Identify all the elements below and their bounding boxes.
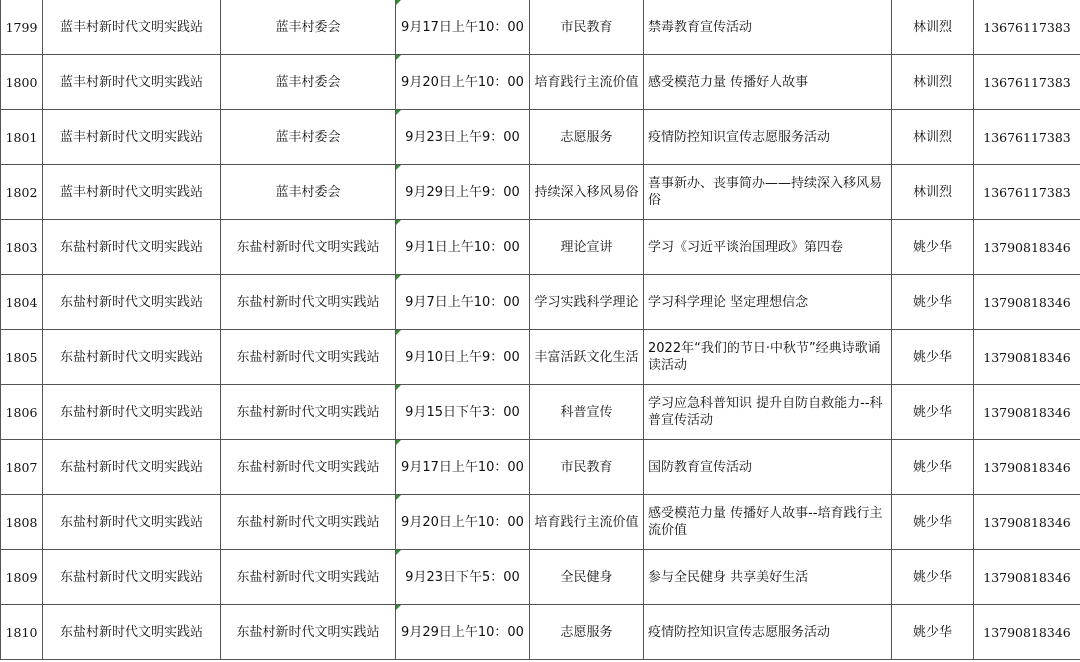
activity-cell: 学习科学理论 坚定理想信念	[644, 275, 892, 330]
time-cell: 9月15日下午3：00	[396, 385, 530, 440]
row-number-cell: 1800	[1, 55, 43, 110]
organizer-cell: 蓝丰村委会	[221, 55, 396, 110]
contact-cell: 姚少华	[892, 275, 974, 330]
table-row	[1, 110, 1080, 165]
organizer-cell: 东盐村新时代文明实践站	[221, 275, 396, 330]
row-number-cell: 1799	[1, 0, 43, 55]
table-row	[1, 55, 1080, 110]
category-cell: 培育践行主流价值	[530, 55, 644, 110]
table-row	[1, 550, 1080, 605]
activity-cell: 感受模范力量 传播好人故事	[644, 55, 892, 110]
category-cell: 志愿服务	[530, 110, 644, 165]
table-row	[1, 165, 1080, 220]
phone-cell: 13790818346	[974, 550, 1080, 605]
time-cell: 9月17日上午10：00	[396, 0, 530, 55]
station-cell: 东盐村新时代文明实践站	[43, 330, 221, 385]
row-number-cell: 1807	[1, 440, 43, 495]
station-cell: 东盐村新时代文明实践站	[43, 220, 221, 275]
row-number-cell: 1803	[1, 220, 43, 275]
phone-cell: 13790818346	[974, 275, 1080, 330]
organizer-cell: 东盐村新时代文明实践站	[221, 220, 396, 275]
station-cell: 东盐村新时代文明实践站	[43, 275, 221, 330]
activity-cell: 学习应急科普知识 提升自防自救能力--科普宣传活动	[644, 385, 892, 440]
organizer-cell: 东盐村新时代文明实践站	[221, 330, 396, 385]
activity-cell: 国防教育宣传活动	[644, 440, 892, 495]
contact-cell: 林训烈	[892, 55, 974, 110]
time-cell: 9月17日上午10：00	[396, 440, 530, 495]
organizer-cell: 蓝丰村委会	[221, 0, 396, 55]
category-cell: 志愿服务	[530, 605, 644, 660]
contact-cell: 姚少华	[892, 385, 974, 440]
activity-cell: 禁毒教育宣传活动	[644, 0, 892, 55]
station-cell: 东盐村新时代文明实践站	[43, 495, 221, 550]
row-number-cell: 1809	[1, 550, 43, 605]
time-cell: 9月1日上午10：00	[396, 220, 530, 275]
phone-cell: 13676117383	[974, 55, 1080, 110]
phone-cell: 13790818346	[974, 440, 1080, 495]
phone-cell: 13790818346	[974, 220, 1080, 275]
category-cell: 全民健身	[530, 550, 644, 605]
station-cell: 蓝丰村新时代文明实践站	[43, 55, 221, 110]
activity-cell: 参与全民健身 共享美好生活	[644, 550, 892, 605]
contact-cell: 林训烈	[892, 0, 974, 55]
table-row	[1, 440, 1080, 495]
station-cell: 蓝丰村新时代文明实践站	[43, 165, 221, 220]
phone-cell: 13676117383	[974, 165, 1080, 220]
time-cell: 9月20日上午10：00	[396, 495, 530, 550]
table-row	[1, 605, 1080, 660]
time-cell: 9月29日上午10：00	[396, 605, 530, 660]
phone-cell: 13790818346	[974, 385, 1080, 440]
table-row	[1, 385, 1080, 440]
category-cell: 市民教育	[530, 440, 644, 495]
organizer-cell: 蓝丰村委会	[221, 110, 396, 165]
phone-cell: 13676117383	[974, 0, 1080, 55]
row-number-cell: 1802	[1, 165, 43, 220]
station-cell: 东盐村新时代文明实践站	[43, 385, 221, 440]
station-cell: 蓝丰村新时代文明实践站	[43, 0, 221, 55]
activity-cell: 疫情防控知识宣传志愿服务活动	[644, 110, 892, 165]
category-cell: 学习实践科学理论	[530, 275, 644, 330]
row-number-cell: 1805	[1, 330, 43, 385]
organizer-cell: 东盐村新时代文明实践站	[221, 385, 396, 440]
station-cell: 蓝丰村新时代文明实践站	[43, 110, 221, 165]
contact-cell: 林训烈	[892, 110, 974, 165]
category-cell: 培育践行主流价值	[530, 495, 644, 550]
phone-cell: 13790818346	[974, 605, 1080, 660]
time-cell: 9月7日上午10：00	[396, 275, 530, 330]
category-cell: 理论宣讲	[530, 220, 644, 275]
contact-cell: 姚少华	[892, 495, 974, 550]
phone-cell: 13790818346	[974, 330, 1080, 385]
category-cell: 丰富活跃文化生活	[530, 330, 644, 385]
contact-cell: 姚少华	[892, 220, 974, 275]
time-cell: 9月10日上午9：00	[396, 330, 530, 385]
category-cell: 持续深入移风易俗	[530, 165, 644, 220]
phone-cell: 13790818346	[974, 495, 1080, 550]
row-number-cell: 1801	[1, 110, 43, 165]
organizer-cell: 东盐村新时代文明实践站	[221, 495, 396, 550]
time-cell: 9月23日下午5：00	[396, 550, 530, 605]
contact-cell: 姚少华	[892, 605, 974, 660]
station-cell: 东盐村新时代文明实践站	[43, 550, 221, 605]
row-number-cell: 1804	[1, 275, 43, 330]
activity-cell: 疫情防控知识宣传志愿服务活动	[644, 605, 892, 660]
contact-cell: 姚少华	[892, 330, 974, 385]
organizer-cell: 蓝丰村委会	[221, 165, 396, 220]
time-cell: 9月29日上午9：00	[396, 165, 530, 220]
activity-cell: 感受模范力量 传播好人故事--培育践行主流价值	[644, 495, 892, 550]
table-row	[1, 330, 1080, 385]
table-row	[1, 495, 1080, 550]
table-row	[1, 220, 1080, 275]
organizer-cell: 东盐村新时代文明实践站	[221, 440, 396, 495]
table-row	[1, 0, 1080, 55]
table-row	[1, 275, 1080, 330]
row-number-cell: 1808	[1, 495, 43, 550]
row-number-cell: 1806	[1, 385, 43, 440]
activity-cell: 学习《习近平谈治国理政》第四卷	[644, 220, 892, 275]
station-cell: 东盐村新时代文明实践站	[43, 440, 221, 495]
organizer-cell: 东盐村新时代文明实践站	[221, 550, 396, 605]
organizer-cell: 东盐村新时代文明实践站	[221, 605, 396, 660]
phone-cell: 13676117383	[974, 110, 1080, 165]
row-number-cell: 1810	[1, 605, 43, 660]
category-cell: 市民教育	[530, 0, 644, 55]
time-cell: 9月20日上午10：00	[396, 55, 530, 110]
time-cell: 9月23日上午9：00	[396, 110, 530, 165]
contact-cell: 姚少华	[892, 440, 974, 495]
activity-cell: 喜事新办、丧事简办——持续深入移风易俗	[644, 165, 892, 220]
contact-cell: 林训烈	[892, 165, 974, 220]
table-body	[1, 0, 1080, 660]
category-cell: 科普宣传	[530, 385, 644, 440]
station-cell: 东盐村新时代文明实践站	[43, 605, 221, 660]
activity-cell: 2022年“我们的节日·中秋节”经典诗歌诵读活动	[644, 330, 892, 385]
contact-cell: 姚少华	[892, 550, 974, 605]
